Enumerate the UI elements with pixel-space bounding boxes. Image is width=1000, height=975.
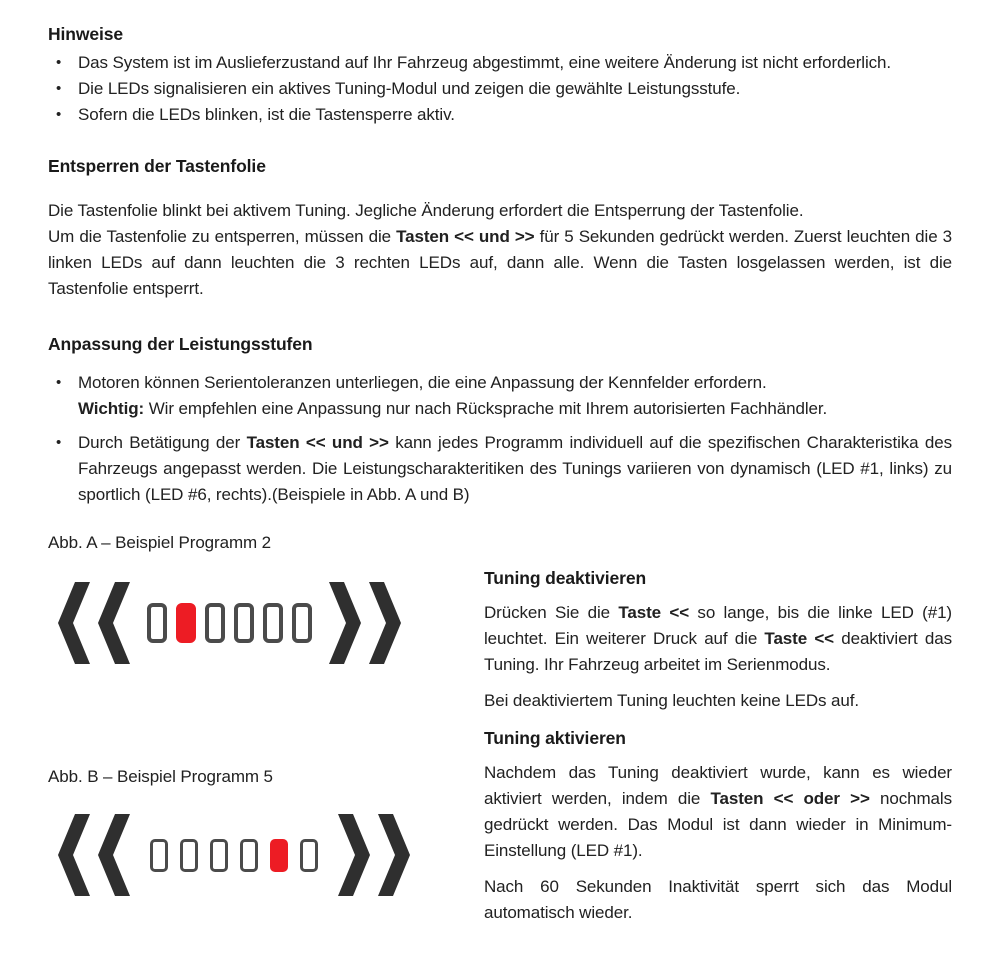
instructions-column xyxy=(484,530,952,926)
unlock-paragraph-line1: Die Tastenfolie blinkt bei aktivem Tuning. Jegliche Änderung erfordert die Entsperrung der Tastenfolie. xyxy=(48,201,804,220)
bold-keys-segment: Tasten << und >> xyxy=(246,433,389,452)
heading-entsperren: Entsperren der Tastenfolie xyxy=(48,156,266,176)
led-off xyxy=(210,839,228,872)
chevron-right-double-icon xyxy=(329,582,405,664)
unlock-paragraph xyxy=(48,224,952,302)
heading-tuning-aktivieren: Tuning aktivieren xyxy=(484,728,626,748)
figures-column xyxy=(48,530,484,896)
led-strip xyxy=(150,839,318,872)
led-on xyxy=(176,603,196,643)
bold-keys-segment: Taste << xyxy=(618,603,690,622)
list-item: • Sofern die LEDs blinken, ist die Tastensperre aktiv. xyxy=(48,102,952,128)
activate-note: Nach 60 Sekunden Inaktivität sperrt sich das Modul automatisch wieder. xyxy=(484,877,952,922)
activate-paragraph xyxy=(484,760,952,864)
text-segment: Nachdem das Tuning deaktiviert wurde, kann es wieder aktiviert werden, indem die xyxy=(484,763,952,808)
heading-anpassung: Anpassung der Leistungsstufen xyxy=(48,334,313,354)
text-line: • Motoren können Serientoleranzen unterliegen, die eine Anpassung der Kennfelder erfordern. xyxy=(78,373,767,392)
heading-tuning-deaktivieren: Tuning deaktivieren xyxy=(484,568,647,588)
led-off xyxy=(205,603,225,643)
led-panel-a xyxy=(54,582,484,664)
figure-a-caption: Abb. A – Beispiel Programm 2 xyxy=(48,533,272,552)
led-off xyxy=(300,839,318,872)
list-item xyxy=(48,430,952,508)
text-segment: kann jedes Programm individuell auf die spezifischen Charakteristika des Fahrzeugs angepasst werden. Die Leistungscharakteritiken des Tunings variieren von dynamisch (LED #1, links) zu sportlich (LED #6, rechts).(Beispiele in Abb. A und B) xyxy=(78,433,953,504)
led-strip xyxy=(147,603,312,643)
led-off xyxy=(180,839,198,872)
led-off xyxy=(147,603,167,643)
hinweise-list xyxy=(48,50,952,128)
text-segment: so lange, bis die linke LED (#1) leuchtet. Ein weiterer Druck auf die xyxy=(484,603,952,648)
led-panel-b xyxy=(54,814,484,896)
deactivate-note: Bei deaktiviertem Tuning leuchten keine LEDs auf. xyxy=(484,691,859,710)
led-off xyxy=(234,603,254,643)
led-off xyxy=(150,839,168,872)
text-segment: Durch Betätigung der xyxy=(78,433,247,452)
led-off xyxy=(292,603,312,643)
section-hinweise xyxy=(48,24,952,128)
anpassung-list xyxy=(48,370,952,508)
figure-b-caption: Abb. B – Beispiel Programm 5 xyxy=(48,767,273,786)
text-segment: nochmals gedrückt werden. Das Modul ist dann wieder in Minimum-Einstellung (LED #1). xyxy=(484,789,952,860)
bold-keys-segment: Taste << xyxy=(764,629,834,648)
text-segment: deaktiviert das Tuning. Ihr Fahrzeug arbeitet im Serienmodus. xyxy=(484,629,952,674)
bold-keys-segment: Tasten << und >> xyxy=(396,227,535,246)
text-segment: Drücken Sie die xyxy=(484,603,619,622)
section-anpassung xyxy=(48,334,952,508)
bold-wichtig: Wichtig: xyxy=(78,399,145,418)
text-segment: Wir empfehlen eine Anpassung nur nach Rücksprache mit Ihrem autorisierten Fachhändler. xyxy=(144,399,828,418)
led-off xyxy=(240,839,258,872)
figure-b xyxy=(48,764,484,896)
figure-a xyxy=(48,530,484,664)
figures-columns xyxy=(48,530,952,926)
text-segment: für 5 Sekunden gedrückt werden. Zuerst leuchten die 3 linken LEDs auf dann leuchten die 3 rechten LEDs auf, dann alle. Wenn die Tasten losgelassen werden, ist die Tastenfolie entsperrt. xyxy=(48,227,952,298)
list-item: • Die LEDs signalisieren ein aktives Tuning-Modul und zeigen die gewählte Leistungsstufe. xyxy=(48,76,952,102)
text-segment: Um die Tastenfolie zu entsperren, müssen die xyxy=(48,227,397,246)
heading-hinweise: Hinweise xyxy=(48,24,124,44)
text-line xyxy=(78,396,952,422)
bold-keys-segment: Tasten << oder >> xyxy=(710,789,870,808)
deactivate-paragraph xyxy=(484,600,952,678)
list-item xyxy=(48,370,952,422)
chevron-left-double-icon xyxy=(54,582,130,664)
led-off xyxy=(263,603,283,643)
chevron-left-double-icon xyxy=(54,814,130,896)
led-on xyxy=(270,839,288,872)
chevron-right-double-icon xyxy=(338,814,414,896)
list-item: • Das System ist im Auslieferzustand auf Ihr Fahrzeug abgestimmt, eine weitere Änderung ist nicht erforderlich. xyxy=(48,50,952,76)
section-entsperren xyxy=(48,156,952,302)
